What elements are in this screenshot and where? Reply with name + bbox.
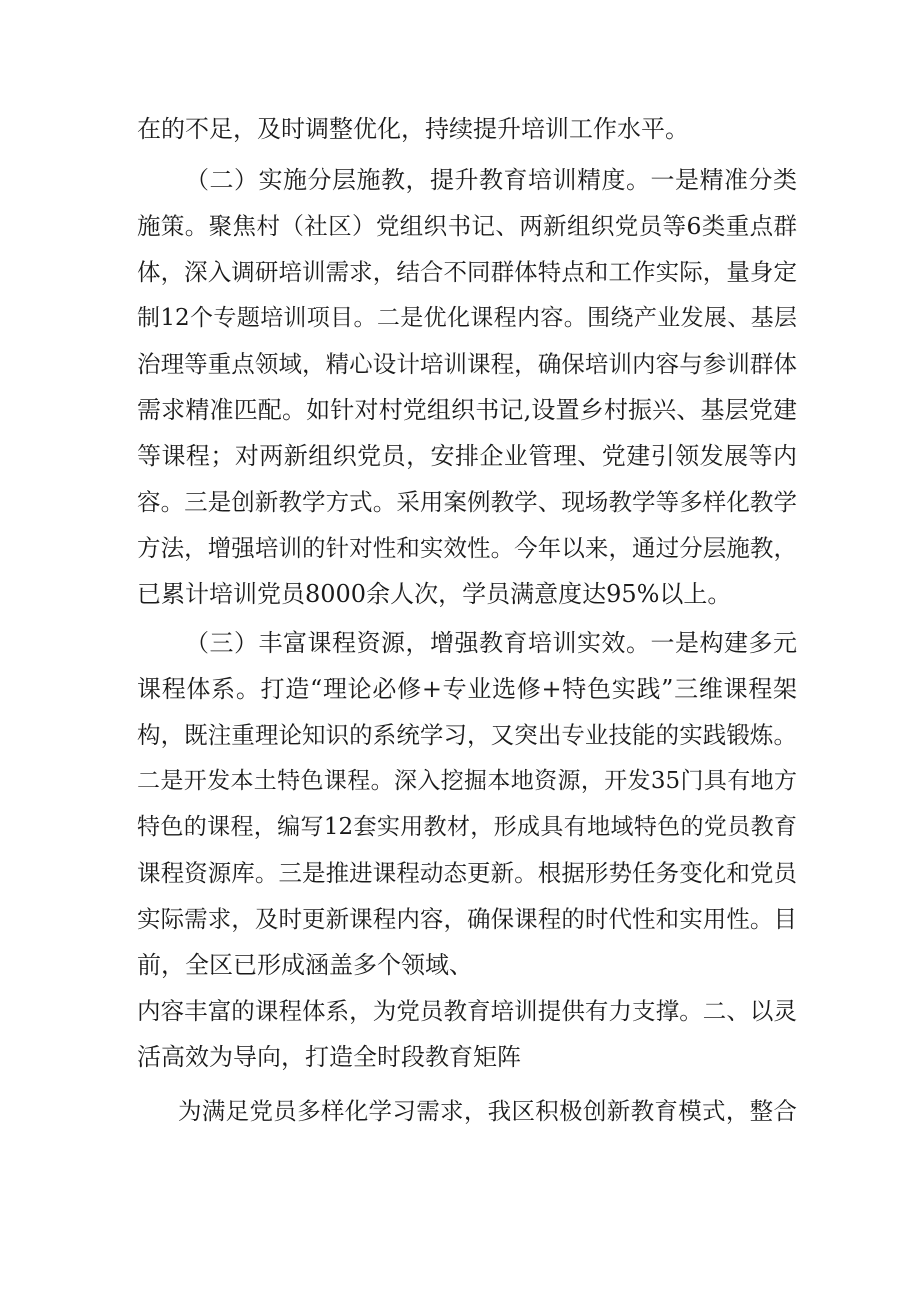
text-line: （三）丰富课程资源，增强教育培训实效。一是构建多元 (185, 629, 797, 657)
text-line: 课程资源库。三是推进课程动态更新。根据形势任务变化和党员 (137, 859, 797, 887)
text-line: 等课程；对两新组织党员，安排企业管理、党建引领发展等内 (137, 442, 797, 470)
text-line: 构，既注重理论知识的系统学习，又突出专业技能的实践锻炼。 (137, 721, 797, 749)
text-line: 课程体系。打造“理论必修+专业选修+特色实践”三维课程架 (137, 675, 797, 703)
text-line: 体，深入调研培训需求，结合不同群体特点和工作实际，量身定 (137, 258, 797, 286)
text-line: 实际需求，及时更新课程内容，确保课程的时代性和实用性。目 (137, 905, 797, 933)
text-line: 在的不足，及时调整优化，持续提升培训工作水平。 (137, 115, 689, 143)
text-line: 二是开发本土特色课程。深入挖掘本地资源，开发35门具有地方 (137, 768, 797, 794)
text-line: 活高效为导向，打造全时段教育矩阵 (137, 1043, 521, 1071)
text-line: （二）实施分层施教，提升教育培训精度。一是精准分类 (185, 166, 797, 194)
text-line: 为满足党员多样化学习需求，我区积极创新教育模式，整合 (178, 1097, 797, 1125)
text-line: 已累计培训党员8000余人次，学员满意度达95%以上。 (137, 580, 732, 608)
text-line: 容。三是创新教学方式。采用案例教学、现场教学等多样化教学 (137, 488, 797, 516)
text-line: 制12个专题培训项目。二是优化课程内容。围绕产业发展、基层 (137, 305, 797, 331)
text-line: 治理等重点领域，精心设计培训课程，确保培训内容与参训群体 (137, 350, 797, 378)
text-line: 方法，增强培训的针对性和实效性。今年以来，通过分层施教， (137, 534, 797, 562)
text-line: 内容丰富的课程体系，为党员教育培训提供有力支撑。二、以灵 (137, 997, 797, 1025)
text-line: 特色的课程，编写12套实用教材，形成具有地域特色的党员教育 (137, 814, 797, 840)
text-line: 需求精准匹配。如针对村党组织书记,设置乡村振兴、基层党建 (137, 396, 797, 424)
text-line: 前，全区已形成涵盖多个领域、 (137, 951, 473, 979)
text-line: 施策。聚焦村（社区）党组织书记、两新组织党员等6类重点群 (137, 212, 797, 240)
